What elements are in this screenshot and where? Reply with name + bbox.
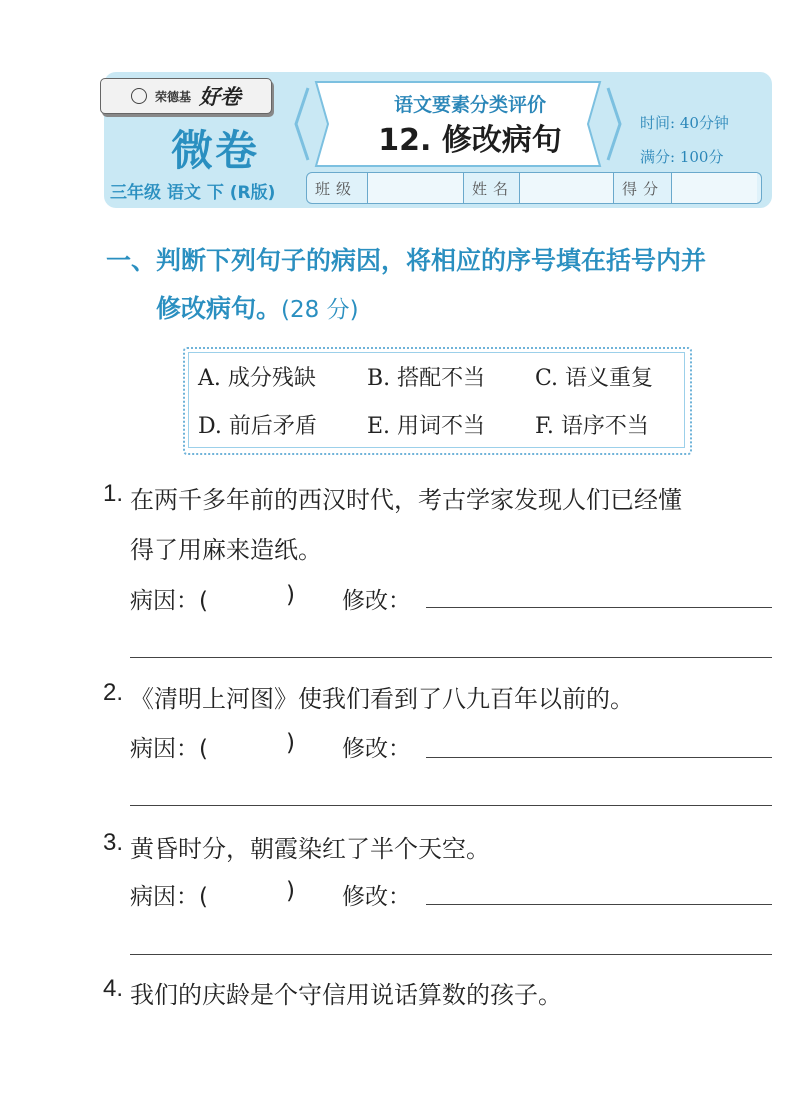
- question-2-number: 2.: [103, 679, 124, 706]
- brand-tag: [100, 78, 272, 114]
- question-3-cause-label: 病因：(: [130, 884, 208, 910]
- lesson-title: 12. 修改病句: [378, 123, 562, 158]
- section-heading-line1: 一、判断下列句子的病因，将相应的序号填在括号内并: [106, 246, 707, 275]
- option-d: D. 前后矛盾: [198, 414, 317, 439]
- score-label: 满分: 100分: [640, 148, 724, 166]
- question-4-number: 4.: [103, 975, 124, 1002]
- question-4-line1: 我们的庆龄是个守信用说话算数的孩子。: [130, 981, 562, 1009]
- question-2-cause-blank[interactable]: [220, 730, 280, 760]
- question-2-cause-label: 病因：(: [130, 736, 208, 762]
- question-1-answer-line[interactable]: [426, 607, 772, 608]
- question-3-line1: 黄昏时分，朝霞染红了半个天空。: [130, 835, 490, 863]
- question-3-revise-label: 修改：: [342, 884, 411, 910]
- section-score: (28 分): [281, 297, 359, 323]
- question-2-answer-line[interactable]: [426, 757, 772, 758]
- question-1-cause-label: 病因：(: [130, 588, 208, 614]
- name-field[interactable]: [519, 173, 613, 203]
- time-label: 时间: 40分钟: [640, 114, 729, 132]
- score-field[interactable]: [671, 173, 757, 203]
- question-1-cause-close: ): [286, 582, 295, 608]
- grade-label: 三年级 语文 下 (R版): [110, 183, 276, 203]
- option-e: E. 用词不当: [367, 414, 486, 439]
- option-c: C. 语义重复: [535, 366, 654, 391]
- question-1-revise-label: 修改：: [342, 588, 411, 614]
- brand-face-icon: [131, 88, 147, 104]
- subtitle: 语文要素分类评价: [393, 94, 546, 116]
- question-1-cause-blank[interactable]: [220, 582, 280, 612]
- class-field[interactable]: [367, 173, 463, 203]
- question-3-cause-close: ): [286, 878, 295, 904]
- brand-name: 荣德基: [154, 89, 191, 104]
- question-2-answer-line2[interactable]: [130, 805, 772, 806]
- option-a: A. 成分残缺: [198, 366, 316, 391]
- question-3-number: 3.: [103, 829, 124, 856]
- student-info-box: [306, 172, 762, 204]
- question-2-line1: 《清明上河图》使我们看到了八九百年以前的。: [130, 685, 634, 713]
- question-3-answer-line2[interactable]: [130, 954, 772, 955]
- question-3-cause-blank[interactable]: [220, 878, 280, 908]
- class-label: 班级: [315, 179, 358, 198]
- option-f: F. 语序不当: [535, 414, 649, 439]
- option-b: B. 搭配不当: [367, 366, 486, 391]
- question-1-number: 1.: [103, 480, 124, 507]
- question-1-line2: 得了用麻来造纸。: [130, 536, 322, 564]
- question-1-answer-line2[interactable]: [130, 657, 772, 658]
- question-3-answer-line[interactable]: [426, 904, 772, 905]
- question-1-line1: 在两千多年前的西汉时代，考古学家发现人们已经懂: [130, 486, 682, 514]
- question-2-revise-label: 修改：: [342, 736, 411, 762]
- series-title: 微卷: [170, 126, 259, 175]
- name-label: 姓名: [463, 173, 519, 203]
- brand-logo: 好卷: [199, 84, 241, 109]
- section-heading-text: 修改病句。: [156, 294, 282, 323]
- question-2-cause-close: ): [286, 730, 295, 756]
- score-field-label: 得分: [613, 173, 671, 203]
- section-heading-line2: [156, 289, 359, 325]
